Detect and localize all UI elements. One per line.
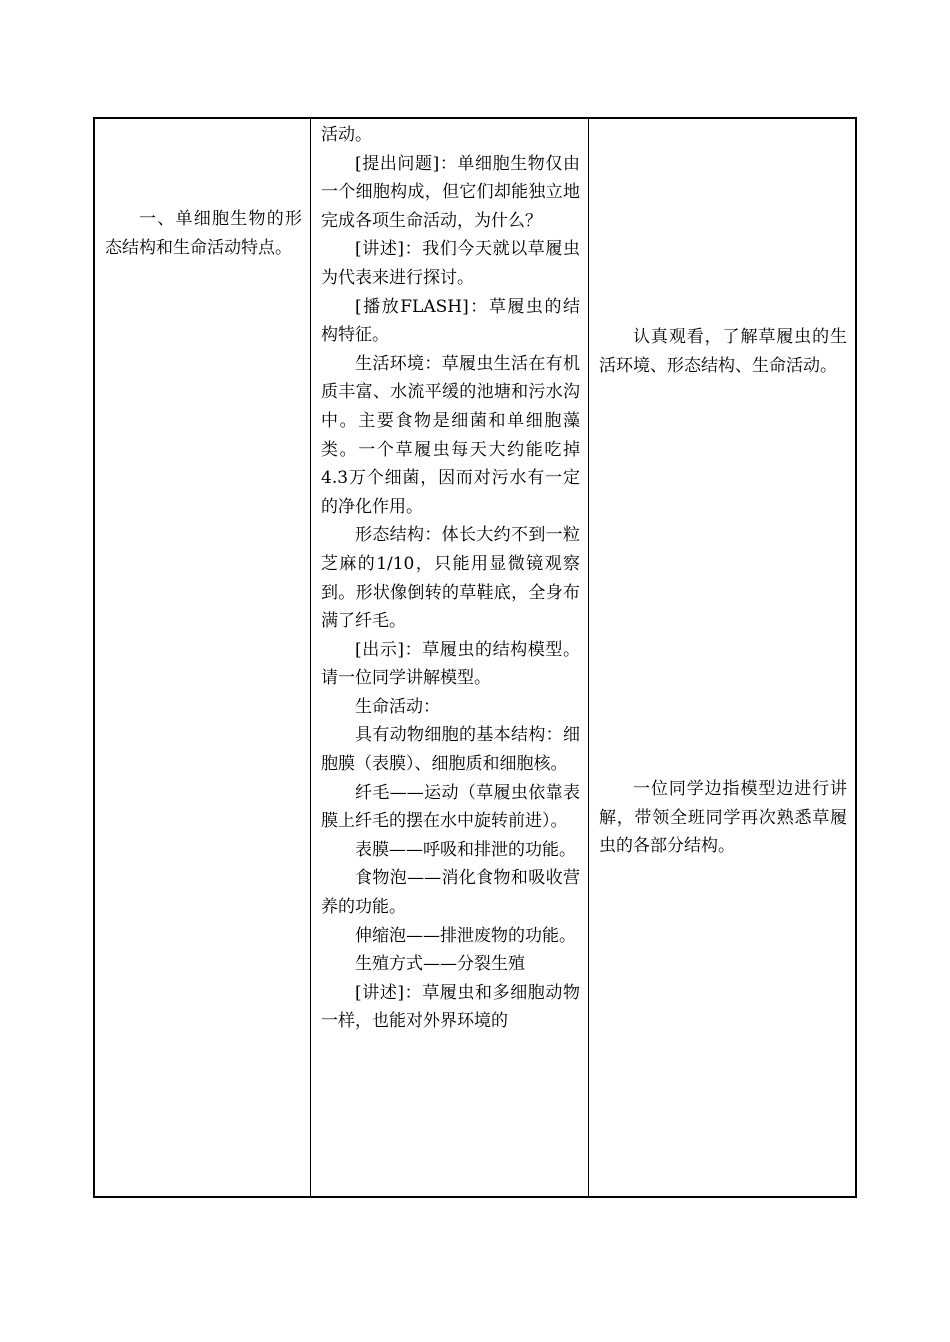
- student-activity-cell: [599, 775, 847, 861]
- paragraph: 纤毛——运动（草履虫依靠表膜上纤毛的摆在水中旋转前进）。: [321, 782, 580, 832]
- paragraph: 生命活动：: [355, 696, 440, 717]
- lesson-plan-table: [93, 117, 857, 1198]
- paragraph: 认真观看，了解草履虫的生活环境、形态结构、生命活动。: [599, 327, 847, 376]
- paragraph: [提出问题]：单细胞生物仅由一个细胞构成，但它们却能独立地完成各项生命活动，为什么？: [321, 153, 580, 231]
- paragraph: [讲述]：草履虫和多细胞动物一样，也能对外界环境的: [321, 982, 580, 1032]
- paragraph: 活动。: [321, 125, 372, 145]
- paragraph: 伸缩泡——排泄废物的功能。: [355, 925, 576, 946]
- student-activity-cell: [599, 323, 847, 380]
- paragraph: 一位同学边指模型边进行讲解，带领全班同学再次熟悉草履虫的各部分结构。: [599, 779, 847, 857]
- paragraph: [出示]：草履虫的结构模型。请一位同学讲解模型。: [321, 639, 580, 689]
- paragraph: 食物泡——消化食物和吸收营养的功能。: [321, 868, 580, 918]
- student-activity-column: [589, 119, 855, 1196]
- paragraph: 表膜——呼吸和排泄的功能。: [355, 839, 576, 860]
- paragraph: 生活环境：草履虫生活在有机质丰富、水流平缓的池塘和污水沟中。主要食物是细菌和单细胞藻类。一个草履虫每天大约能吃掉4.3万个细菌，因而对污水有一定的净化作用。: [321, 353, 580, 517]
- content-cell: [105, 205, 302, 262]
- teacher-activity-cell: [321, 121, 580, 1036]
- section-heading: 一、单细胞生物的形态结构和生命活动特点。: [105, 209, 302, 258]
- paragraph: [讲述]：我们今天就以草履虫为代表来进行探讨。: [321, 239, 580, 288]
- paragraph: 生殖方式——分裂生殖: [355, 954, 525, 975]
- paragraph: [播放FLASH]：草履虫的结构特征。: [321, 296, 580, 346]
- paragraph: 形态结构：体长大约不到一粒芝麻的1/10，只能用显微镜观察到。形状像倒转的草鞋底，全身布满了纤毛。: [321, 525, 580, 632]
- content-column: [95, 119, 311, 1196]
- paragraph: 具有动物细胞的基本结构：细胞膜（表膜）、细胞质和细胞核。: [321, 725, 580, 775]
- teacher-activity-column: [311, 119, 589, 1196]
